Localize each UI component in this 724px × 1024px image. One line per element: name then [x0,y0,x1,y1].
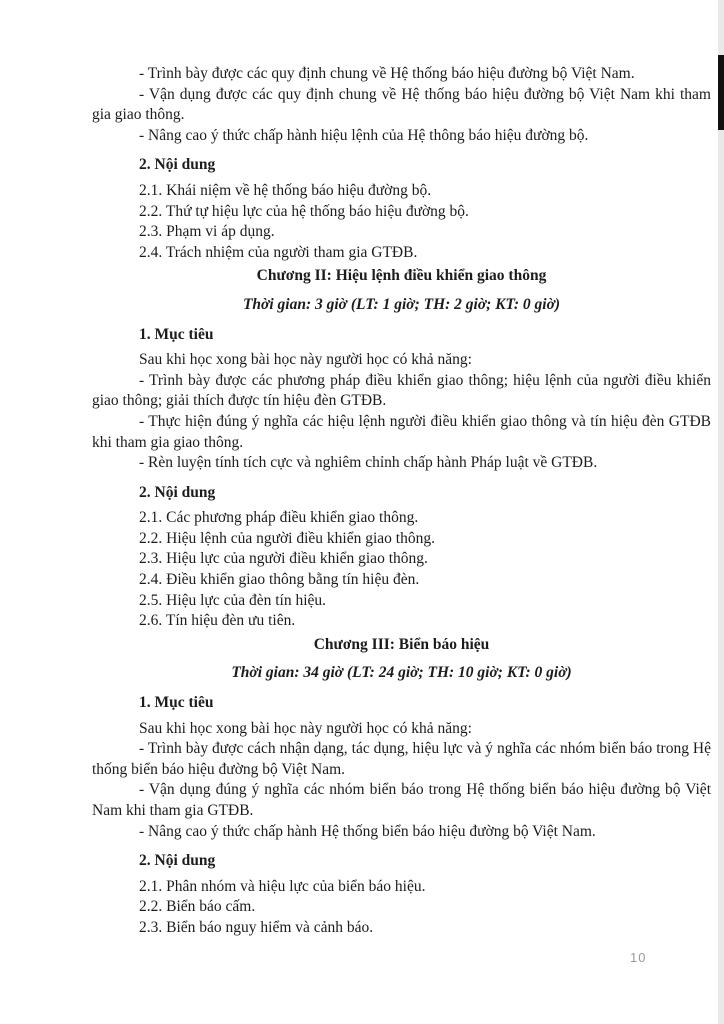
chapter-2-content-item: 2.1. Các phương pháp điều khiển giao thông. [139,509,419,527]
chapter-3-content-item: 2.3. Biển báo nguy hiểm và cảnh báo. [139,918,374,936]
chapter-2-content-item: 2.4. Điều khiển giao thông bằng tín hiệu đèn. [139,571,420,589]
chapter-2-title: Chương II: Hiệu lệnh điều khiển giao thông [256,267,547,285]
content-item: 2.1. Khái niệm về hệ thống báo hiệu đường bộ. [139,181,432,199]
chapter-3-content-item: 2.1. Phân nhóm và hiệu lực của biển báo hiệu. [139,877,426,895]
content-heading: 2. Nội dung [139,156,216,174]
scan-edge [718,0,724,1024]
page-number: 10 [630,950,647,965]
intro-goal-3: - Nâng cao ý thức chấp hành hiệu lệnh của Hệ thông báo hiệu đường bộ. [139,126,589,144]
chapter-3-content-item: 2.2. Biển báo cấm. [139,898,256,916]
intro-goal-1: - Trình bày được các quy định chung về Hệ thống báo hiệu đường bộ Việt Nam. [139,65,635,82]
chapter-2-goal: - Rèn luyện tính tích cực và nghiêm chỉnh chấp hành Pháp luật về GTĐB. [139,454,598,472]
content-item: 2.3. Phạm vi áp dụng. [139,223,275,241]
chapter-2-content-item: 2.3. Hiệu lực của người điều khiển giao thông. [139,550,428,568]
content-item: 2.4. Trách nhiệm của người tham gia GTĐB. [139,243,418,261]
chapter-3-time: Thời gian: 34 giờ (LT: 24 giờ; TH: 10 giờ; KT: 0 giờ) [231,664,572,682]
chapter-3-goal-heading: 1. Mục tiêu [139,694,214,712]
chapter-2-time: Thời gian: 3 giờ (LT: 1 giờ; TH: 2 giờ; KT: 0 giờ) [242,295,561,313]
chapter-2-goal: - Thực hiện đúng ý nghĩa các hiệu lệnh người điều khiển giao thông và tín hiệu đèn GTĐB khi tham gia giao thông. [92,412,711,451]
chapter-2-goal: - Trình bày được các phương pháp điều khiển giao thông; hiệu lệnh của người điều khiển giao thông; giải thích được tín hiệu đèn GTĐB. [92,371,711,410]
chapter-2-content-item: 2.5. Hiệu lực của đèn tín hiệu. [139,591,327,609]
chapter-2-content-item: 2.6. Tín hiệu đèn ưu tiên. [139,612,296,630]
chapter-2-intro: Sau khi học xong bài học này người học có khả năng: [139,351,472,369]
chapter-3-intro: Sau khi học xong bài học này người học có khả năng: [139,719,472,737]
chapter-3-goal: - Nâng cao ý thức chấp hành Hệ thống biển báo hiệu đường bộ Việt Nam. [139,822,596,840]
document-page [92,64,711,939]
chapter-2-goal-heading: 1. Mục tiêu [139,325,214,343]
chapter-3-goal: - Vận dụng đúng ý nghĩa các nhóm biển báo trong Hệ thống biển báo hiệu đường bộ Việt Nam khi tham gia GTĐB. [92,781,711,819]
scan-edge-mark [718,55,724,130]
chapter-3-content-heading: 2. Nội dung [139,852,216,870]
chapter-2-content-heading: 2. Nội dung [139,483,216,501]
chapter-3-title: Chương III: Biển báo hiệu [313,635,490,653]
chapter-2-content-item: 2.2. Hiệu lệnh của người điều khiển giao thông. [139,529,435,547]
content-item: 2.2. Thứ tự hiệu lực của hệ thống báo hiệu đường bộ. [139,202,469,220]
intro-goal-2: - Vận dụng được các quy định chung về Hệ thống báo hiệu đường bộ Việt Nam khi tham gia giao thông. [92,85,711,124]
chapter-3-goal: - Trình bày được cách nhận dạng, tác dụng, hiệu lực và ý nghĩa các nhóm biển báo trong Hệ thống biển báo hiệu đường bộ Việt Nam. [92,740,711,778]
